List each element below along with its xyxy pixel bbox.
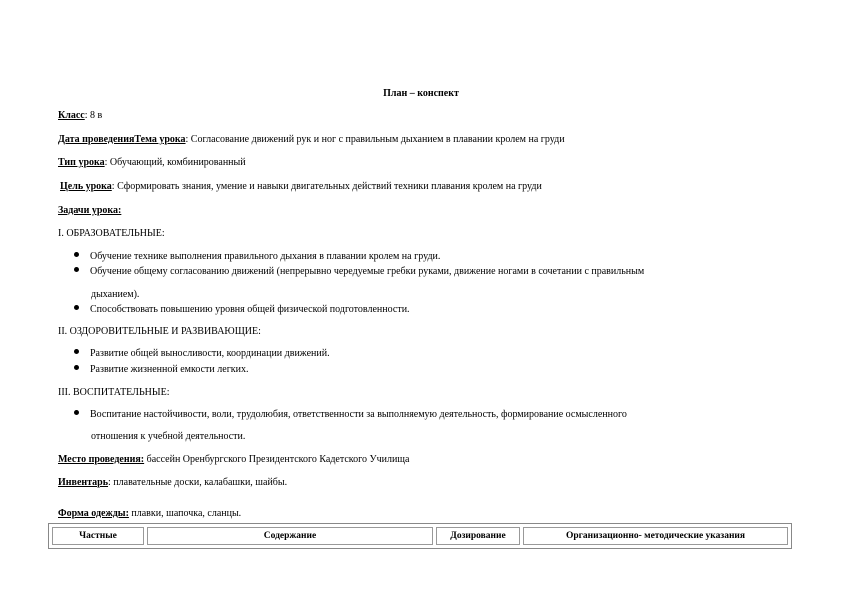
topic-label: Тема урока (134, 134, 186, 145)
table-header-cell: Дозирование (436, 527, 520, 545)
document-title: План – конспект (383, 88, 459, 99)
bullet-icon (74, 267, 79, 272)
table-header-cell: Частные (52, 527, 144, 545)
inventory-label: Инвентарь (58, 477, 109, 488)
clothes-value: плавки, шапочка, сланцы. (128, 508, 242, 519)
clothes-line (58, 508, 241, 520)
bullet-icon (74, 252, 79, 257)
list-item: Развитие общей выносливости, координации движений. (74, 348, 330, 360)
goal-line (60, 181, 542, 193)
bullet-icon (74, 349, 79, 354)
place-label: Место проведения: (58, 454, 145, 465)
inventory-value: : плавательные доски, калабашки, шайбы. (108, 477, 288, 488)
list-item: Обучение общему согласованию движений (непрерывно чередуемые гребки руками, движение ногами в сочетании с правильным (74, 266, 644, 278)
tasks-heading: Задачи урока: (58, 205, 122, 216)
date-label: Дата проведения (58, 134, 135, 145)
topic-value: : Согласование движений рук и ног с правильным дыханием в плавании кролем на груди (185, 134, 565, 145)
place-value: бассейн Оренбургского Президентского Кадетского Училища (144, 454, 410, 465)
list-item: Развитие жизненной емкости легких. (74, 364, 249, 376)
table-header-cell: Организационно- методические указания (523, 527, 788, 545)
goal-value: : Сформировать знания, умение и навыки двигательных действий техники плавания кролем на груди (111, 181, 542, 192)
lesson-type-line (58, 157, 246, 169)
class-label: Класс (58, 110, 85, 121)
type-label: Тип урока (58, 157, 105, 168)
type-value: : Обучающий, комбинированный (104, 157, 246, 168)
section-educational: I. ОБРАЗОВАТЕЛЬНЫЕ: (58, 228, 165, 239)
list-item: Обучение технике выполнения правильного дыхания в плавании кролем на груди. (74, 251, 440, 263)
date-topic-line (58, 134, 565, 146)
place-line (58, 454, 409, 466)
goal-label: Цель урока (60, 181, 112, 192)
section-upbringing: III. ВОСПИТАТЕЛЬНЫЕ: (58, 387, 170, 398)
list-item-continuation: дыханием). (91, 289, 140, 300)
class-value: : 8 в (84, 110, 103, 121)
table-header-cell: Содержание (147, 527, 433, 545)
table-header-row (52, 527, 788, 545)
clothes-label: Форма одежды: (58, 508, 129, 519)
inventory-line (58, 477, 287, 489)
list-item: Способствовать повышению уровня общей физической подготовленности. (74, 304, 410, 316)
bullet-icon (74, 305, 79, 310)
class-line (58, 110, 102, 122)
bullet-icon (74, 410, 79, 415)
bullet-icon (74, 365, 79, 370)
list-item: Воспитание настойчивости, воли, трудолюбия, ответственности за выполняемую деятельность, формирование осмысленного (74, 409, 627, 421)
lesson-plan-table (48, 523, 792, 549)
list-item-continuation: отношения к учебной деятельности. (91, 431, 246, 442)
section-health: II. ОЗДОРОВИТЕЛЬНЫЕ И РАЗВИВАЮЩИЕ: (58, 326, 261, 337)
